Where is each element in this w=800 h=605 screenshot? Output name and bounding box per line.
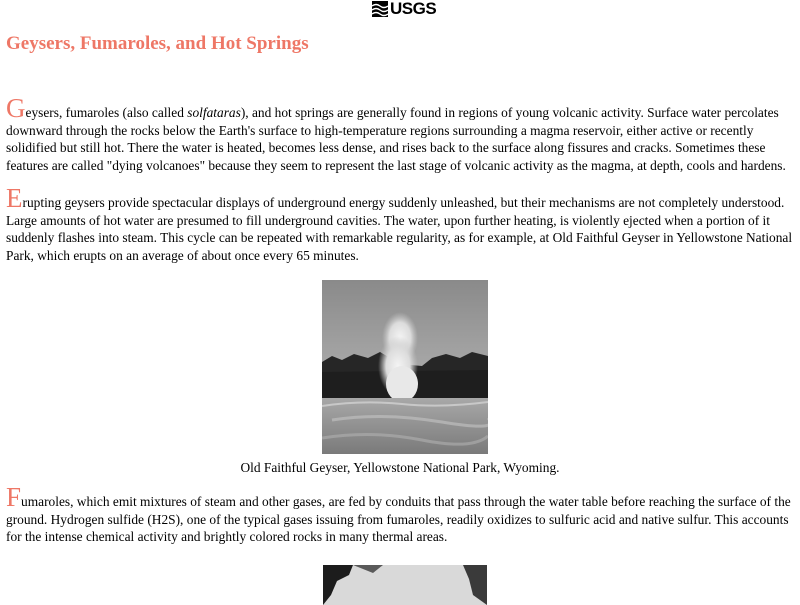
paragraph-text: ), and hot springs are generally found in regions of young volcanic activity. Surface water percolates downward through the rocks below the Earth's surface to high-temperature regions surrounding a magma reservoir, either active or recently solidified but still hot. There the water is heated, becomes less dense, and rises back to the surface along fissures and cracks. Sometimes these features are called "dying volcanoes" because they seem to represent the last stage of volcanic activity as the magma, at depth, cools and hardens.: [6, 105, 786, 173]
fumarole-image: [323, 565, 487, 605]
paragraph-geysers-intro: [6, 93, 796, 174]
paragraph-italic-term: solfataras: [187, 105, 241, 120]
dropcap: F: [6, 482, 22, 512]
fumarole-photo: [323, 565, 487, 605]
paragraph-text: rupting geysers provide spectacular displays of underground energy suddenly unleashed, but their mechanisms are not completely understood. Large amounts of hot water are presumed to fill underground cavities. The water, upon further heating, is violently ejected when a portion of it suddenly flashes into steam. This cycle can be repeated with remarkable regularity, as for example, at Old Faithful Geyser in Yellowstone National Park, which erupts on an average of about once every 65 minutes.: [6, 195, 793, 263]
paragraph-text: umaroles, which emit mixtures of steam and other gases, are fed by conduits that pass through the water table before reaching the surface of the ground. Hydrogen sulfide (H2S), one of the typical gases issuing from fumaroles, readily oxidizes to sulfuric acid and native sulfur. This accounts for the intense chemical activity and brightly colored rocks in many thermal areas.: [6, 494, 791, 544]
usgs-logo-text: USGS: [390, 0, 437, 18]
paragraph-fumaroles: [6, 482, 796, 546]
usgs-wave-icon: [372, 1, 388, 17]
usgs-logo[interactable]: [372, 0, 436, 18]
old-faithful-image: [322, 280, 488, 454]
paragraph-text: eysers, fumaroles (also called: [25, 105, 188, 120]
figure-caption: Old Faithful Geyser, Yellowstone National Park, Wyoming.: [240, 460, 560, 475]
old-faithful-photo: [322, 280, 488, 454]
page-title: Geysers, Fumaroles, and Hot Springs: [6, 33, 309, 54]
paragraph-erupting-geysers: [6, 183, 796, 264]
dropcap: E: [6, 183, 23, 213]
dropcap: G: [6, 93, 26, 123]
